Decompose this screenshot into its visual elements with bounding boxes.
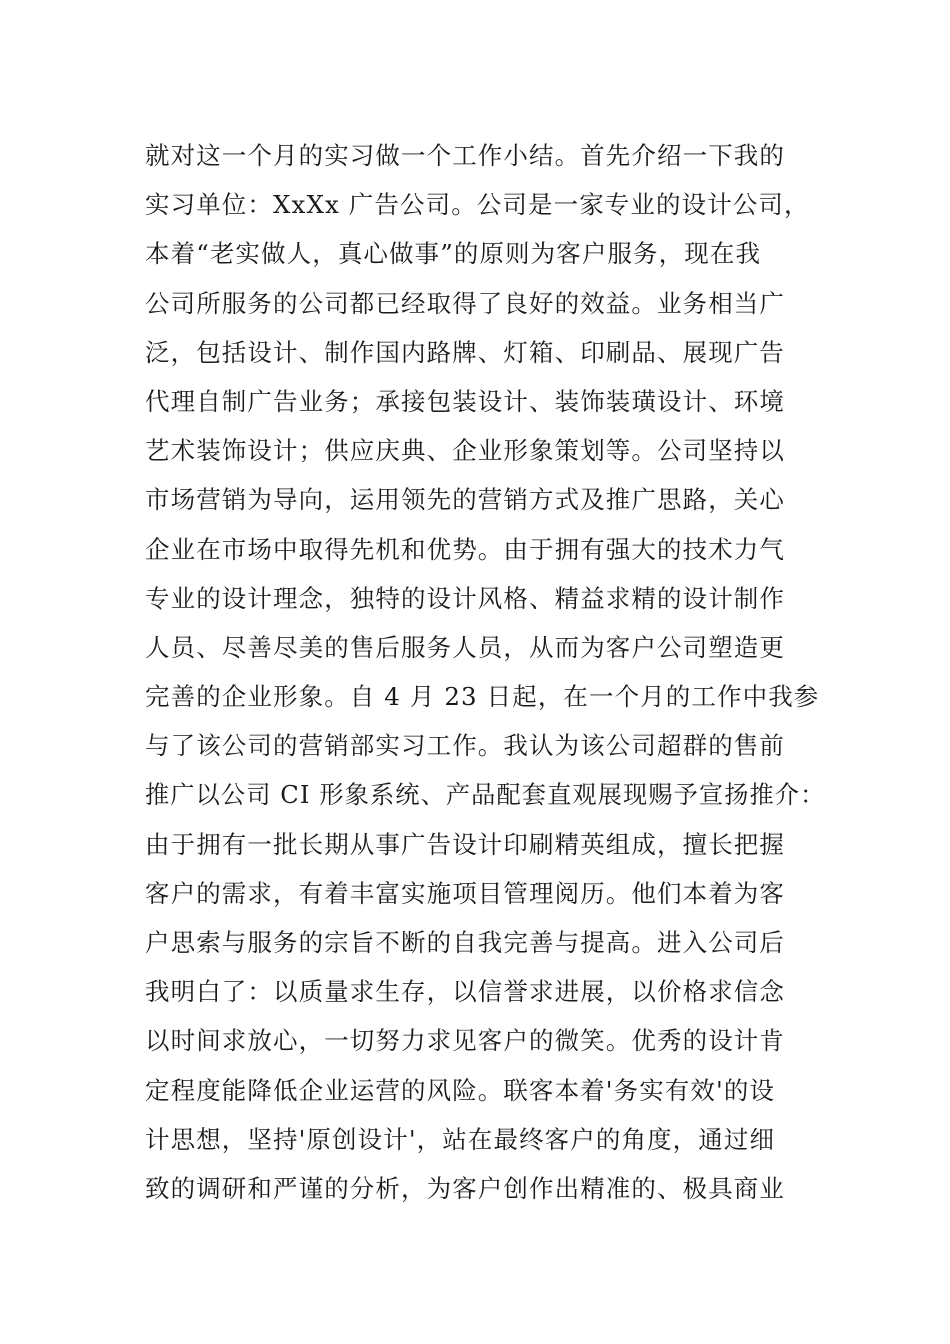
text-line: 由于拥有一批长期从事广告设计印刷精英组成，擅长把握	[145, 829, 785, 859]
text-line: 企业在市场中取得先机和优势。由于拥有强大的技术力气	[145, 534, 785, 564]
text-line: 完善的企业形象。自 4 月 23 日起，在一个月的工作中我参	[145, 682, 820, 712]
text-line: 户思索与服务的宗旨不断的自我完善与提高。进入公司后	[145, 928, 785, 957]
text-line: 公司所服务的公司都已经取得了良好的效益。业务相当广	[145, 288, 785, 318]
text-line: 与了该公司的营销部实习工作。我认为该公司超群的售前	[145, 731, 785, 761]
text-line: 以时间求放心，一切努力求见客户的微笑。优秀的设计肯	[145, 1026, 785, 1056]
text-line: 就对这一个月的实习做一个工作小结。首先介绍一下我的	[145, 141, 785, 170]
text-line: 市场营销为导向，运用领先的营销方式及推广思路，关心	[145, 485, 785, 515]
text-line: 本着“老实做人，真心做事”的原则为客户服务，现在我	[145, 239, 762, 269]
text-line: 致的调研和严谨的分析，为客户创作出精准的、极具商业	[145, 1173, 785, 1203]
text-line: 计思想，坚持'原创设计'，站在最终客户的角度，通过细	[145, 1124, 776, 1154]
text-line: 推广以公司 CI 形象系统、产品配套直观展现赐予宣扬推介：	[145, 780, 826, 810]
text-line: 定程度能降低企业运营的风险。联客本着'务实有效'的设	[145, 1075, 776, 1105]
text-line: 艺术装饰设计；供应庆典、企业形象策划等。公司坚持以	[145, 436, 785, 466]
text-line: 专业的设计理念，独特的设计风格、精益求精的设计制作	[145, 583, 785, 613]
text-line: 我明白了：以质量求生存，以信誉求进展，以价格求信念	[145, 977, 785, 1007]
text-line: 实习单位：XxXx 广告公司。公司是一家专业的设计公司，	[145, 190, 810, 220]
body-text	[145, 131, 825, 1213]
text-line: 客户的需求，有着丰富实施项目管理阅历。他们本着为客	[145, 878, 785, 908]
text-line: 人员、尽善尽美的售后服务人员，从而为客户公司塑造更	[145, 632, 785, 662]
text-line: 代理自制广告业务；承接包装设计、装饰装璜设计、环境	[145, 386, 785, 416]
text-line: 泛，包括设计、制作国内路牌、灯箱、印刷品、展现广告	[145, 337, 785, 367]
